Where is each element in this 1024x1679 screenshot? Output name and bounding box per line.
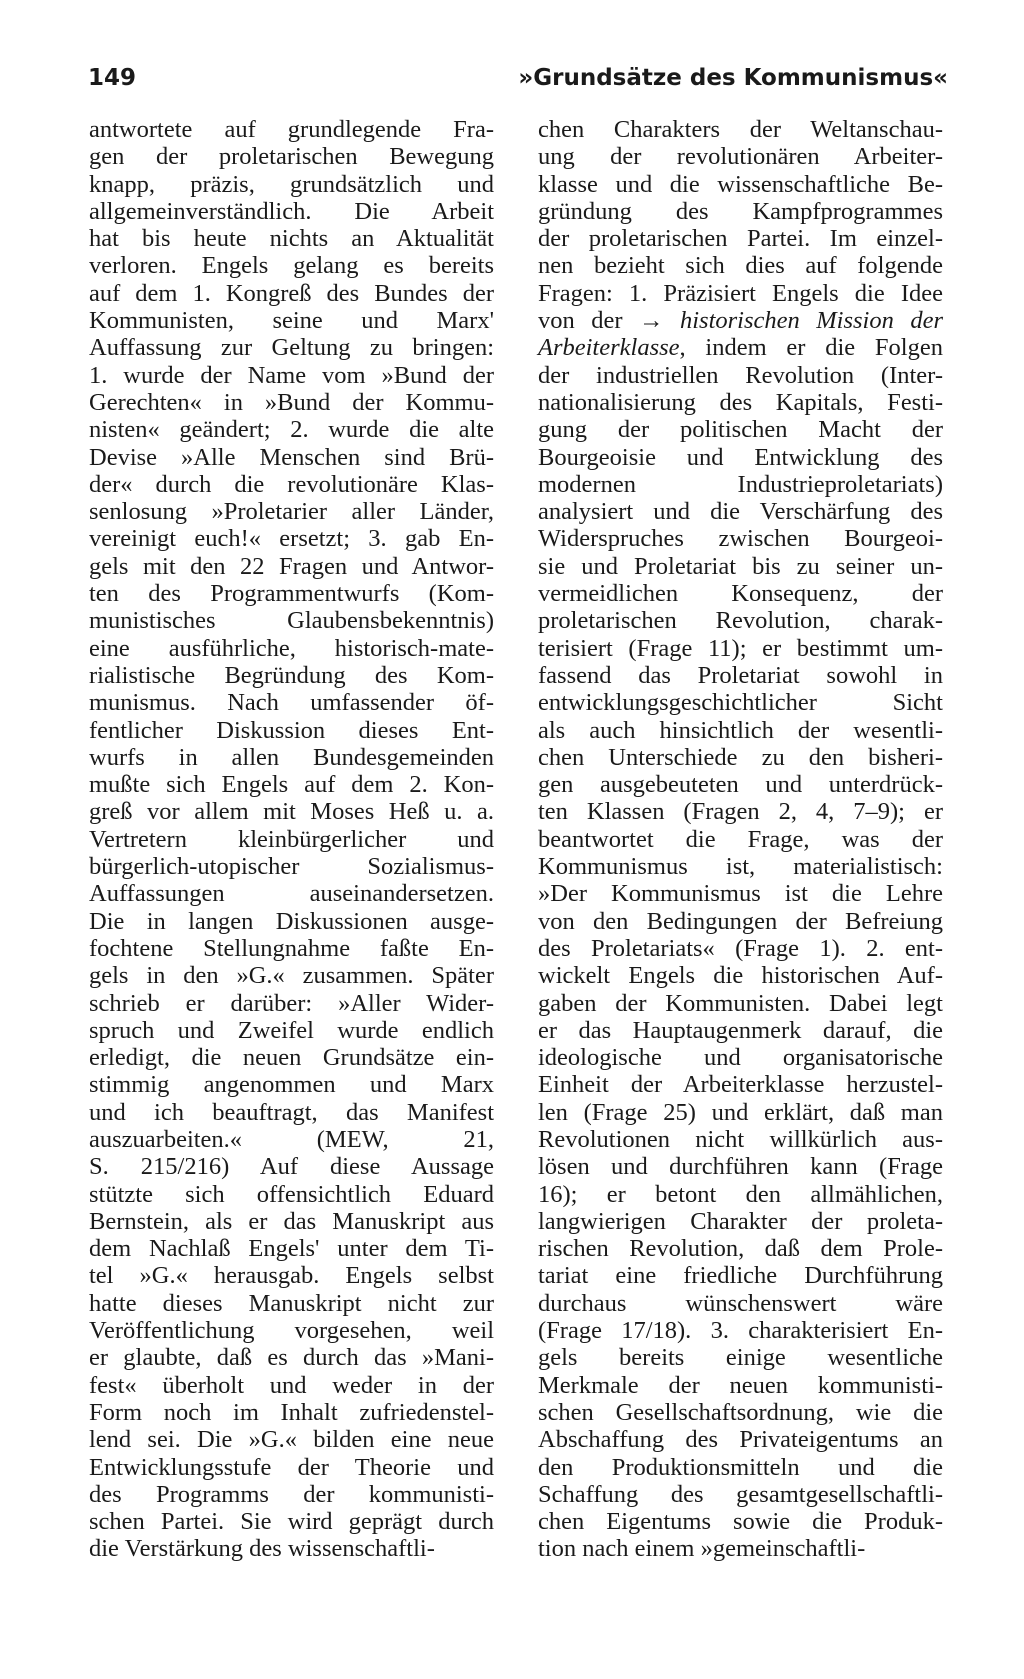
text-line: chen Unterschiede zu den bisheri- bbox=[538, 743, 943, 771]
text-line: fest« überholt und weder in der bbox=[89, 1371, 494, 1399]
text-line: und ich beauftragt, das Manifest bbox=[89, 1098, 494, 1126]
text-line: len (Frage 25) und erklärt, daß man bbox=[538, 1098, 943, 1126]
text-line: verloren. Engels gelang es bereits bbox=[89, 252, 494, 280]
text-line: 1. wurde der Name vom »Bund der bbox=[89, 361, 494, 389]
text-line: schrieb er darüber: »Aller Wider- bbox=[89, 989, 494, 1017]
text-line: hat bis heute nichts an Aktualität bbox=[89, 225, 494, 253]
text-line: der proletarischen Partei. Im einzel- bbox=[538, 225, 943, 253]
text-line: des Programms der kommunisti- bbox=[89, 1480, 494, 1508]
text-line: knapp, präzis, grundsätzlich und bbox=[89, 170, 494, 198]
text-line: vereinigt euch!« ersetzt; 3. gab En- bbox=[89, 525, 494, 553]
text-line: rialistische Begründung des Kom- bbox=[89, 661, 494, 689]
text-line: langwierigen Charakter der proleta- bbox=[538, 1207, 943, 1235]
text-line: gründung des Kampfprogrammes bbox=[538, 197, 943, 225]
text-line: gels in den »G.« zusammen. Später bbox=[89, 962, 494, 990]
text-line: chen Eigentums sowie die Produk- bbox=[538, 1508, 943, 1536]
text-line: fassend das Proletariat sowohl in bbox=[538, 661, 943, 689]
text-line: auszuarbeiten.« (MEW, 21, bbox=[89, 1125, 494, 1153]
text-line: antwortete auf grundlegende Fra- bbox=[89, 116, 494, 143]
text-line: ideologische und organisatorische bbox=[538, 1044, 943, 1072]
text-line: auf dem 1. Kongreß des Bundes der bbox=[89, 279, 494, 307]
text-line: gen der proletarischen Bewegung bbox=[89, 143, 494, 171]
text-line: Merkmale der neuen kommunisti- bbox=[538, 1371, 943, 1399]
text-line: er das Hauptaugenmerk darauf, die bbox=[538, 1016, 943, 1044]
text-line: S. 215/216) Auf diese Aussage bbox=[89, 1153, 494, 1181]
text-line: Schaffung des gesamtgesellschaftli- bbox=[538, 1480, 943, 1508]
text-line: fentlicher Diskussion dieses Ent- bbox=[89, 716, 494, 744]
text-line: wurfs in allen Bundesgemeinden bbox=[89, 743, 494, 771]
text-line: entwicklungsgeschichtlicher Sicht bbox=[538, 689, 943, 717]
text-line: modernen Industrieproletariats) bbox=[538, 470, 943, 498]
text-line: ten des Programmentwurfs (Kom- bbox=[89, 580, 494, 608]
text-line: Abschaffung des Privateigentums an bbox=[538, 1426, 943, 1454]
text-line: stützte sich offensichtlich Eduard bbox=[89, 1180, 494, 1208]
text-line: Kommunisten, seine und Marx' bbox=[89, 307, 494, 335]
cross-reference-term: Arbeiterklasse bbox=[538, 334, 680, 362]
text-line: proletarischen Revolution, charak- bbox=[538, 607, 943, 635]
text-line: durchaus wünschenswert wäre bbox=[538, 1289, 943, 1317]
text-line: stimmig angenommen und Marx bbox=[89, 1071, 494, 1099]
text-line: Arbeiterklasse, indem er die Folgen bbox=[538, 334, 943, 362]
text-line: des Proletariats« (Frage 1). 2. ent- bbox=[538, 934, 943, 962]
text-line: tel »G.« herausgab. Engels selbst bbox=[89, 1262, 494, 1290]
text-line: greß vor allem mit Moses Heß u. a. bbox=[89, 798, 494, 826]
running-title: »Grundsätze des Kommunismus« bbox=[518, 65, 948, 91]
cross-reference-term: historischen Mission der bbox=[680, 307, 943, 335]
text-line: rischen Revolution, daß dem Prole- bbox=[538, 1235, 943, 1263]
text-line: fochtene Stellungnahme faßte En- bbox=[89, 934, 494, 962]
text-line: Auffassungen auseinandersetzen. bbox=[89, 880, 494, 908]
text-line: er glaubte, daß es durch das »Mani- bbox=[89, 1344, 494, 1372]
text-line: tariat eine friedliche Durchführung bbox=[538, 1262, 943, 1290]
text-line: der« durch die revolutionäre Klas- bbox=[89, 470, 494, 498]
text-line: Fragen: 1. Präzisiert Engels die Idee bbox=[538, 279, 943, 307]
text-line: Einheit der Arbeiterklasse herzustel- bbox=[538, 1071, 943, 1099]
text-line: Gerechten« in »Bund der Kommu- bbox=[89, 388, 494, 416]
text-line: 16); er betont den allmählichen, bbox=[538, 1180, 943, 1208]
text-line: Bernstein, als er das Manuskript aus bbox=[89, 1207, 494, 1235]
text-line: hatte dieses Manuskript nicht zur bbox=[89, 1289, 494, 1317]
text-line: dem Nachlaß Engels' unter dem Ti- bbox=[89, 1235, 494, 1263]
text-line: munistisches Glaubensbekenntnis) bbox=[89, 607, 494, 635]
text-line: sie und Proletariat bis zu seiner un- bbox=[538, 552, 943, 580]
text-line: klasse und die wissenschaftliche Be- bbox=[538, 170, 943, 198]
text-line: Bourgeoisie und Entwicklung des bbox=[538, 443, 943, 471]
text-line: senlosung »Proletarier aller Länder, bbox=[89, 498, 494, 526]
text-line: ten Klassen (Fragen 2, 4, 7–9); er bbox=[538, 798, 943, 826]
text-column-right bbox=[538, 116, 943, 1563]
text-line: eine ausführliche, historisch-mate- bbox=[89, 634, 494, 662]
text-line: Vertretern kleinbürgerlicher und bbox=[89, 825, 494, 853]
text-line: erledigt, die neuen Grundsätze ein- bbox=[89, 1044, 494, 1072]
text-line: von den Bedingungen der Befreiung bbox=[538, 907, 943, 935]
text-line: gels bereits einige wesentliche bbox=[538, 1344, 943, 1372]
text-line: als auch hinsichtlich der wesentli- bbox=[538, 716, 943, 744]
text-line: mußte sich Engels auf dem 2. Kon- bbox=[89, 771, 494, 799]
text-line: allgemeinverständlich. Die Arbeit bbox=[89, 197, 494, 225]
text-line: Entwicklungsstufe der Theorie und bbox=[89, 1453, 494, 1481]
page-header bbox=[88, 60, 948, 96]
text-line: gen ausgebeuteten und unterdrück- bbox=[538, 771, 943, 799]
text-line: schen Partei. Sie wird geprägt durch bbox=[89, 1508, 494, 1536]
text-line: munismus. Nach umfassender öf- bbox=[89, 689, 494, 717]
text-line: nisten« geändert; 2. wurde die alte bbox=[89, 416, 494, 444]
text-line: die Verstärkung des wissenschaftli- bbox=[89, 1535, 435, 1563]
text-line: »Der Kommunismus ist die Lehre bbox=[538, 880, 943, 908]
text-line: chen Charakters der Weltanschau- bbox=[538, 116, 943, 143]
text-line: gaben der Kommunisten. Dabei legt bbox=[538, 989, 943, 1017]
text-line: analysiert und die Verschärfung des bbox=[538, 498, 943, 526]
text-line: spruch und Zweifel wurde endlich bbox=[89, 1016, 494, 1044]
text-line: gels mit den 22 Fragen und Antwor- bbox=[89, 552, 494, 580]
text-line: Kommunismus ist, materialistisch: bbox=[538, 853, 943, 881]
text-column-left bbox=[89, 116, 494, 1563]
page-number: 149 bbox=[88, 65, 137, 91]
text-line: beantwortet die Frage, was der bbox=[538, 825, 943, 853]
text-line: schen Gesellschaftsordnung, wie die bbox=[538, 1398, 943, 1426]
text-line: den Produktionsmitteln und die bbox=[538, 1453, 943, 1481]
text-line: ung der revolutionären Arbeiter- bbox=[538, 143, 943, 171]
text-line: Widerspruches zwischen Bourgeoi- bbox=[538, 525, 943, 553]
text-line: lösen und durchführen kann (Frage bbox=[538, 1153, 943, 1181]
text-line: Revolutionen nicht willkürlich aus- bbox=[538, 1125, 943, 1153]
text-line: der industriellen Revolution (Inter- bbox=[538, 361, 943, 389]
text-line: von der → historischen Mission der bbox=[538, 307, 943, 335]
text-line: gung der politischen Macht der bbox=[538, 416, 943, 444]
text-line: (Frage 17/18). 3. charakterisiert En- bbox=[538, 1317, 943, 1345]
text-line: Die in langen Diskussionen ausge- bbox=[89, 907, 494, 935]
text-line: vermeidlichen Konsequenz, der bbox=[538, 580, 943, 608]
text-line: terisiert (Frage 11); er bestimmt um- bbox=[538, 634, 943, 662]
text-line: lend sei. Die »G.« bilden eine neue bbox=[89, 1426, 494, 1454]
text-line: wickelt Engels die historischen Auf- bbox=[538, 962, 943, 990]
text-line: bürgerlich-utopischer Sozialismus- bbox=[89, 853, 494, 881]
text-line: Veröffentlichung vorgesehen, weil bbox=[89, 1317, 494, 1345]
text-line: tion nach einem »gemeinschaftli- bbox=[538, 1535, 866, 1563]
text-line: Form noch im Inhalt zufriedenstel- bbox=[89, 1398, 494, 1426]
text-line: Auffassung zur Geltung zu bringen: bbox=[89, 334, 494, 362]
text-line: nen bezieht sich dies auf folgende bbox=[538, 252, 943, 280]
text-line: nationalisierung des Kapitals, Festi- bbox=[538, 388, 943, 416]
text-line: Devise »Alle Menschen sind Brü- bbox=[89, 443, 494, 471]
